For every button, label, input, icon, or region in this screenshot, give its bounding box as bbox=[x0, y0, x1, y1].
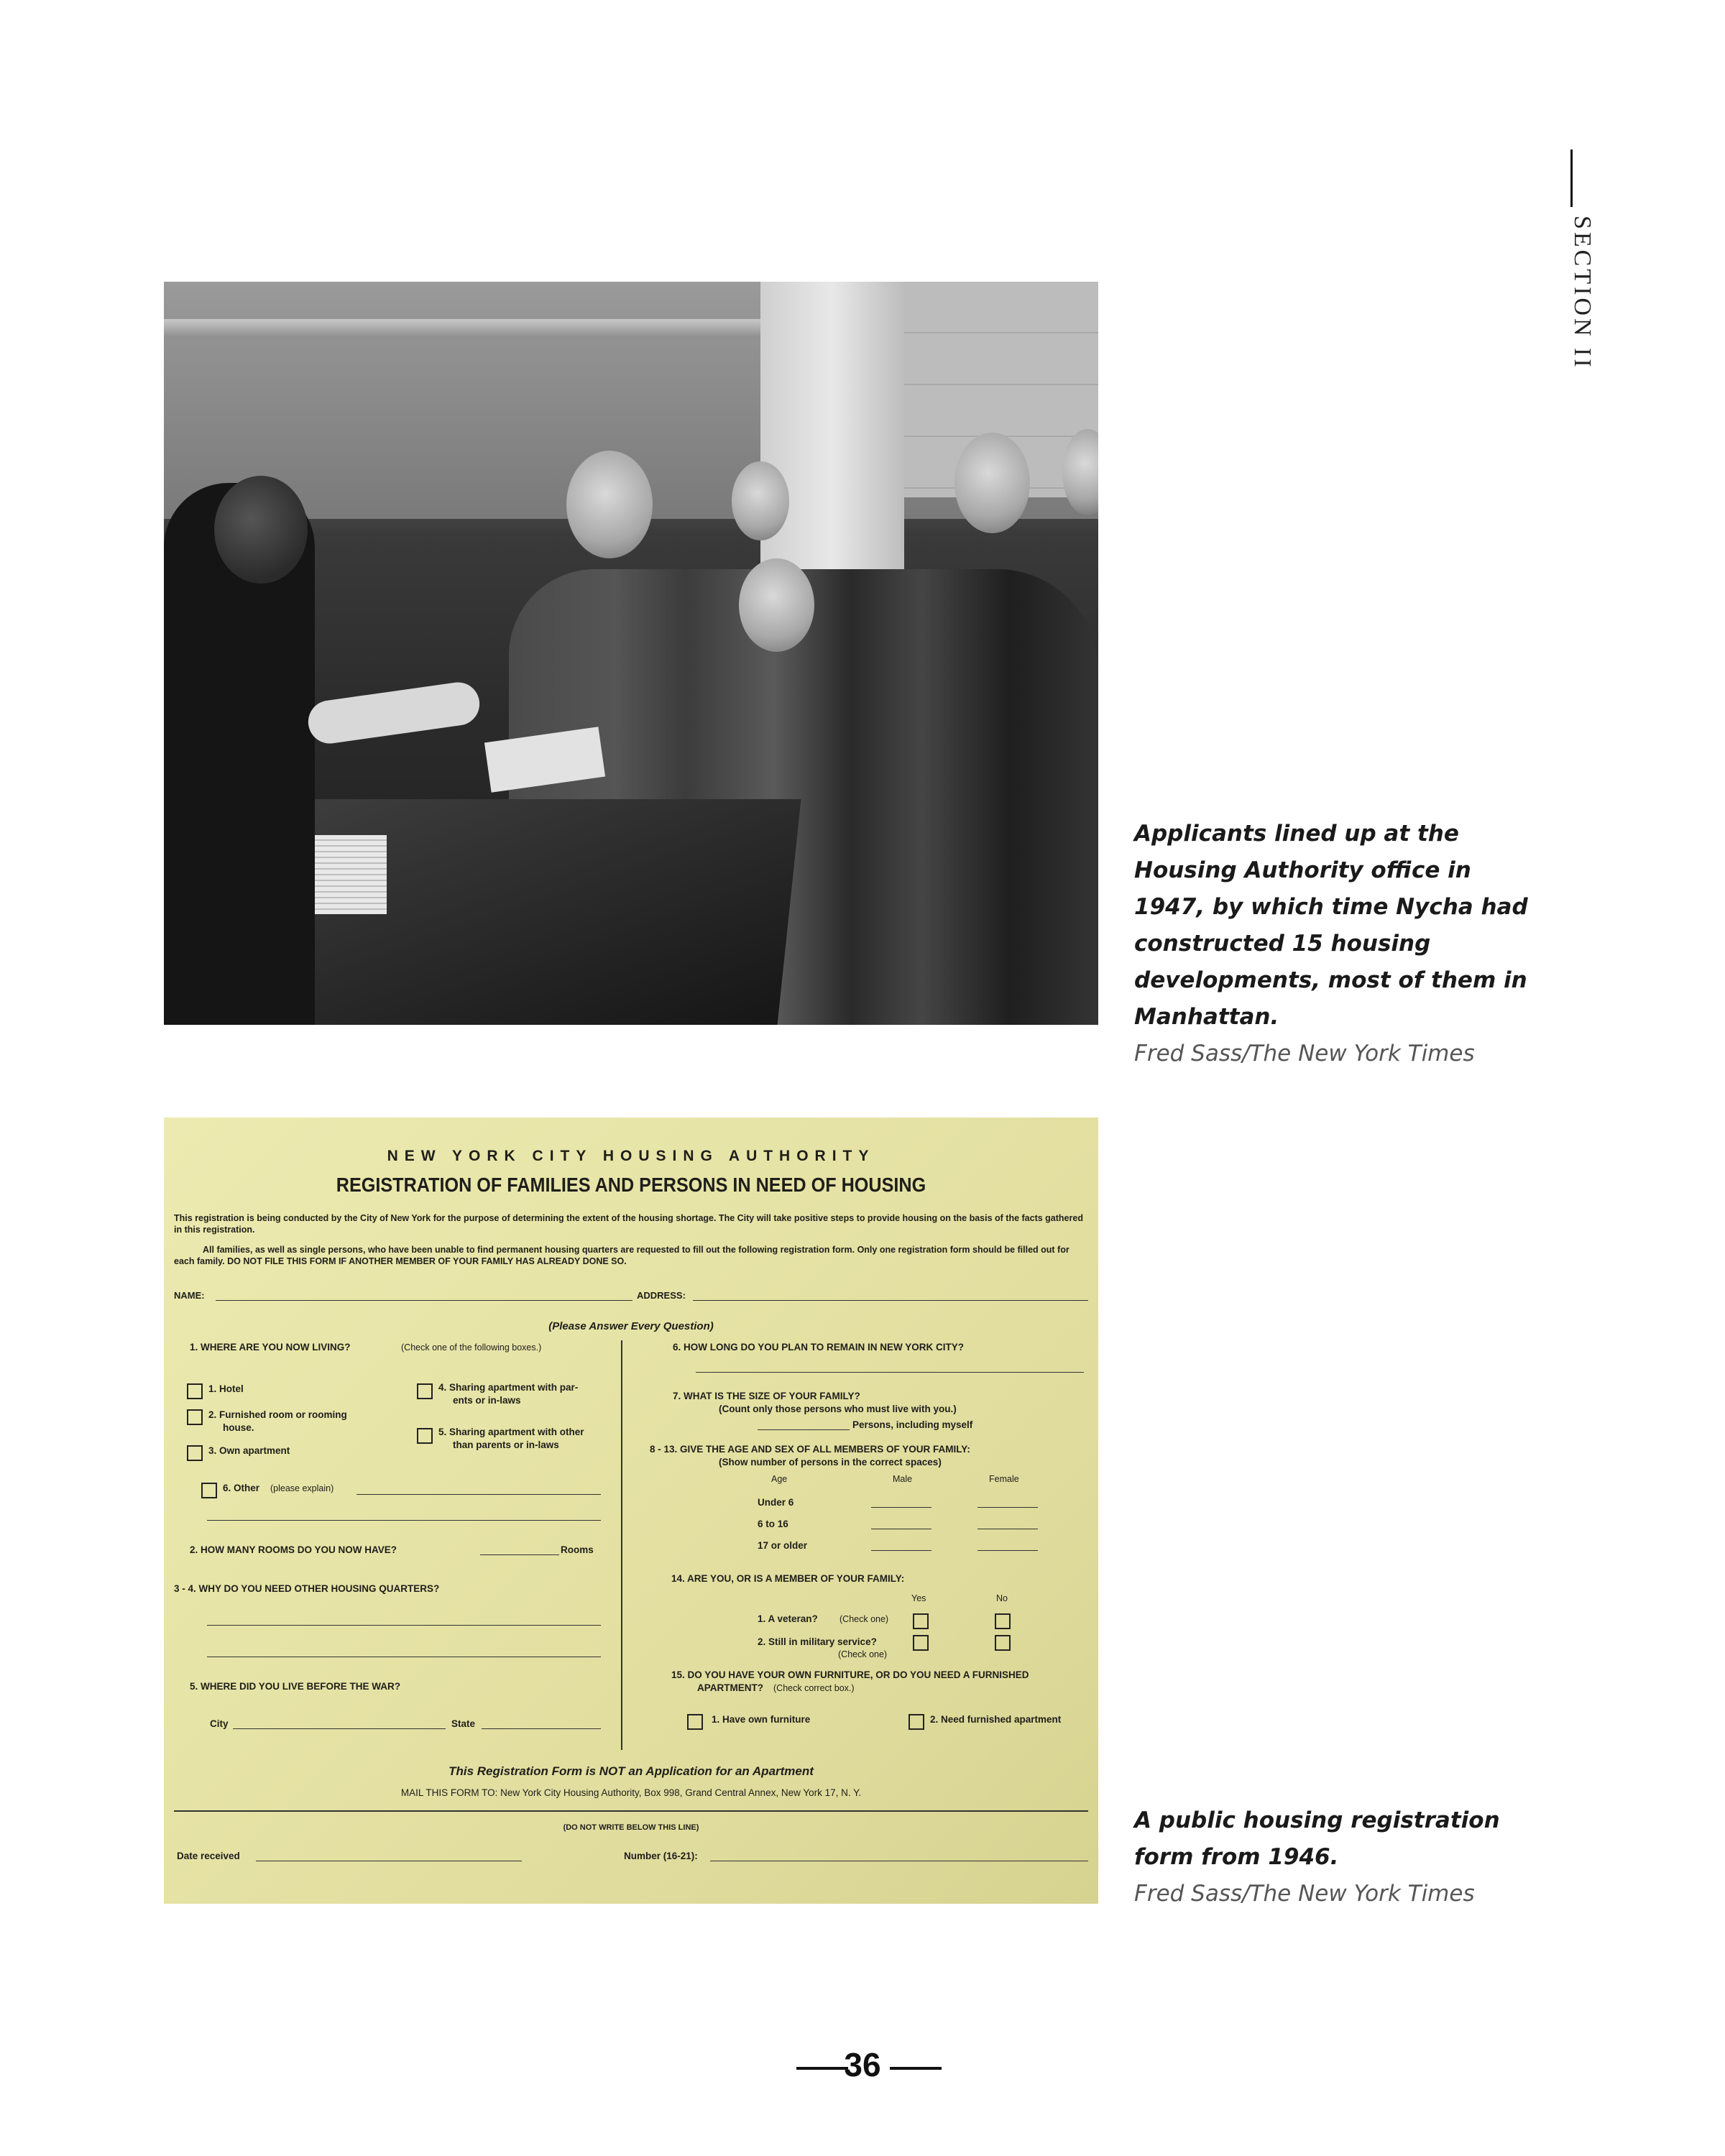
form-male-line bbox=[871, 1550, 932, 1551]
form-q813-note: (Show number of persons in the correct spaces) bbox=[719, 1457, 942, 1468]
form-other-line bbox=[356, 1494, 601, 1495]
registration-form-image bbox=[164, 1118, 1098, 1904]
form-mail-to: MAIL THIS FORM TO: New York City Housing Authority, Box 998, Grand Central Annex, New York 17, N. Y. bbox=[400, 1787, 862, 1798]
photo-face bbox=[954, 433, 1030, 533]
section-label: SECTION II bbox=[1569, 216, 1596, 370]
form-rooms-line bbox=[480, 1554, 559, 1555]
form-date-received: Date received bbox=[177, 1851, 240, 1861]
form-q813: 8 - 13. GIVE THE AGE AND SEX OF ALL MEMBERS OF YOUR FAMILY: bbox=[650, 1444, 970, 1455]
page-number: 36 bbox=[844, 2046, 881, 2083]
form-q34: 3 - 4. WHY DO YOU NEED OTHER HOUSING QUARTERS? bbox=[174, 1583, 440, 1594]
form-q14: 14. ARE YOU, OR IS A MEMBER OF YOUR FAMILY: bbox=[671, 1573, 905, 1584]
form-q5: 5. WHERE DID YOU LIVE BEFORE THE WAR? bbox=[190, 1681, 401, 1692]
form-no-head: No bbox=[996, 1593, 1008, 1603]
form-male-head: Male bbox=[893, 1474, 913, 1484]
form-female-line bbox=[978, 1550, 1038, 1551]
form-name-label: NAME: bbox=[174, 1290, 205, 1301]
form-title: REGISTRATION OF FAMILIES AND PERSONS IN NEED OF HOUSING bbox=[336, 1174, 926, 1196]
form-q2: 2. HOW MANY ROOMS DO YOU NOW HAVE? bbox=[190, 1544, 397, 1555]
form-intro-1: This registration is being conducted by the City of New York for the purpose of determining the extent of the housing shortage. The City will take positive steps to provide housing on the basis of the facts gathered in this registration. bbox=[174, 1213, 1083, 1235]
photo-clerk-head bbox=[214, 476, 308, 584]
form-opt-furnished: 2. Furnished room or rooming bbox=[208, 1409, 347, 1420]
form-q15-need: 2. Need furnished apartment bbox=[930, 1714, 1062, 1725]
form-checkbox-veteran-yes bbox=[913, 1613, 929, 1629]
form-q7-unit: Persons, including myself bbox=[852, 1419, 973, 1430]
form-female-head: Female bbox=[989, 1474, 1019, 1484]
form-opt-own: 3. Own apartment bbox=[208, 1445, 290, 1456]
form-rooms-unit: Rooms bbox=[561, 1544, 594, 1555]
form-q15-note: (Check correct box.) bbox=[773, 1683, 855, 1693]
form-column-divider bbox=[621, 1340, 622, 1750]
form-checkbox-sharing-parents bbox=[417, 1383, 433, 1399]
photo-paper-stack bbox=[304, 835, 387, 914]
photo2-credit: Fred Sass/The New York Times bbox=[1134, 1881, 1475, 1907]
form-cut-line bbox=[174, 1810, 1088, 1812]
form-checkbox-hotel bbox=[187, 1383, 203, 1399]
form-authority: NEW YORK CITY HOUSING AUTHORITY bbox=[387, 1148, 875, 1164]
form-q1-note: (Check one of the following boxes.) bbox=[401, 1342, 542, 1353]
photo-arm bbox=[305, 680, 482, 747]
form-q5-city: City bbox=[210, 1718, 229, 1729]
form-q14-military: 2. Still in military service? bbox=[758, 1636, 877, 1647]
photo2-caption: A public housing registration form from 1946. bbox=[1134, 1807, 1500, 1870]
form-age-row: 17 or older bbox=[758, 1540, 808, 1551]
form-age-row: Under 6 bbox=[758, 1497, 794, 1508]
form-q14-military-note: (Check one) bbox=[838, 1649, 888, 1659]
form-number-label: Number (16-21): bbox=[624, 1851, 698, 1861]
form-q1: 1. WHERE ARE YOU NOW LIVING? bbox=[190, 1342, 351, 1353]
form-opt-sharing-other-2: than parents or in-laws bbox=[453, 1439, 559, 1450]
form-q5-state: State bbox=[451, 1718, 476, 1729]
photo-face bbox=[739, 558, 814, 652]
form-checkbox-own-furniture bbox=[687, 1714, 703, 1730]
form-opt-other: 6. Other bbox=[223, 1483, 260, 1493]
form-yes-head: Yes bbox=[911, 1593, 926, 1603]
form-checkbox-other bbox=[201, 1483, 217, 1498]
form-other-line-2 bbox=[207, 1520, 601, 1521]
form-please-answer: (Please Answer Every Question) bbox=[548, 1320, 714, 1332]
form-checkbox-own bbox=[187, 1445, 203, 1461]
form-checkbox-furnished bbox=[187, 1409, 203, 1425]
page-number-rule-right bbox=[890, 2067, 942, 2070]
form-female-line bbox=[978, 1507, 1038, 1508]
section-rule bbox=[1570, 149, 1573, 207]
form-q6: 6. HOW LONG DO YOU PLAN TO REMAIN IN NEW YORK CITY? bbox=[673, 1342, 965, 1353]
photo1-credit: Fred Sass/The New York Times bbox=[1134, 1041, 1475, 1067]
form-opt-sharing-parents: 4. Sharing apartment with par- bbox=[438, 1382, 579, 1393]
form-address-line bbox=[693, 1300, 1088, 1301]
form-opt-sharing-parents-2: ents or in-laws bbox=[453, 1395, 521, 1406]
form-not-application: This Registration Form is NOT an Application for an Apartment bbox=[448, 1764, 814, 1778]
form-checkbox-military-no bbox=[995, 1635, 1011, 1651]
form-opt-sharing-other: 5. Sharing apartment with other bbox=[438, 1427, 584, 1437]
form-q14-veteran-note: (Check one) bbox=[840, 1614, 889, 1624]
photo1-caption-block bbox=[1134, 816, 1537, 1072]
photo2-caption-block bbox=[1134, 1802, 1537, 1912]
form-opt-furnished-2: house. bbox=[223, 1422, 254, 1433]
form-opt-hotel: 1. Hotel bbox=[208, 1383, 244, 1394]
form-checkbox-military-yes bbox=[913, 1635, 929, 1651]
form-age-head: Age bbox=[771, 1474, 788, 1484]
form-why-line-1 bbox=[207, 1625, 601, 1626]
photo-face bbox=[732, 461, 789, 540]
form-q14-veteran: 1. A veteran? bbox=[758, 1613, 818, 1624]
form-q7-note: (Count only those persons who must live with you.) bbox=[719, 1404, 957, 1414]
form-q6-line bbox=[696, 1372, 1084, 1373]
photo-face bbox=[566, 451, 653, 558]
form-q7-line bbox=[758, 1429, 850, 1430]
form-do-not-write: (DO NOT WRITE BELOW THIS LINE) bbox=[563, 1823, 699, 1832]
form-checkbox-need-furnished bbox=[908, 1714, 924, 1730]
form-address-label: ADDRESS: bbox=[637, 1290, 686, 1301]
form-intro-2: All families, as well as single persons, who have been unable to find permanent housing quarters are requested to fill out the following registration form. Only one registration form should be filled out for each family. DO NOT FILE THIS FORM IF ANOTHER MEMBER OF YOUR FAMILY HAS ALREADY DONE SO. bbox=[174, 1245, 1070, 1266]
form-name-line bbox=[216, 1300, 632, 1301]
form-checkbox-sharing-other bbox=[417, 1428, 433, 1444]
housing-office-photo bbox=[164, 282, 1098, 1025]
form-state-line bbox=[482, 1728, 601, 1729]
form-age-row: 6 to 16 bbox=[758, 1519, 788, 1529]
form-city-line bbox=[233, 1728, 446, 1729]
photo1-caption: Applicants lined up at the Housing Authority office in 1947, by which time Nycha had constructed 15 housing developments, most of them in Manhattan. bbox=[1134, 821, 1528, 1030]
form-opt-other-note: (please explain) bbox=[270, 1483, 334, 1493]
form-checkbox-veteran-no bbox=[995, 1613, 1011, 1629]
form-q15: 15. DO YOU HAVE YOUR OWN FURNITURE, OR DO YOU NEED A FURNISHED bbox=[671, 1669, 1029, 1680]
form-q15-b: APARTMENT? bbox=[697, 1682, 763, 1693]
form-q7: 7. WHAT IS THE SIZE OF YOUR FAMILY? bbox=[673, 1391, 860, 1401]
form-male-line bbox=[871, 1507, 932, 1508]
form-q15-own: 1. Have own furniture bbox=[712, 1714, 811, 1725]
